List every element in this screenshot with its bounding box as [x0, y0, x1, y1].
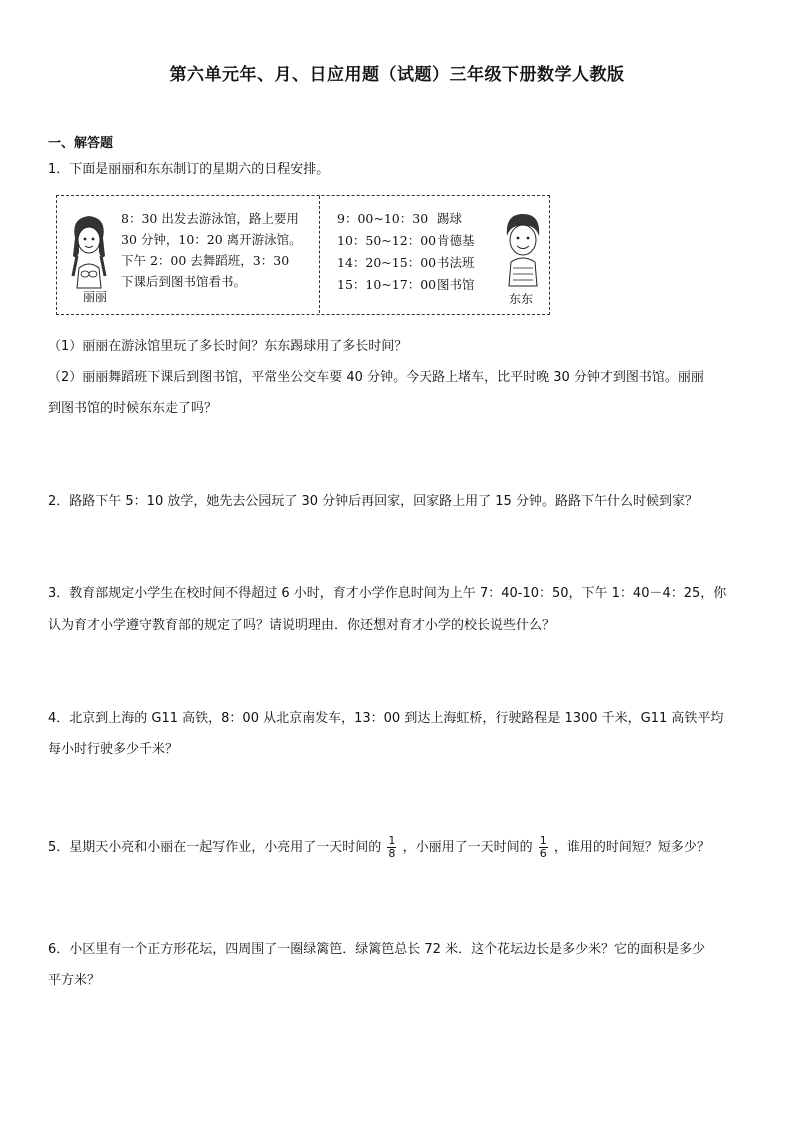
dong-activity: 图书馆 — [437, 277, 475, 292]
fraction — [539, 835, 548, 860]
dong-schedule-row — [337, 208, 497, 230]
fraction — [387, 835, 396, 860]
fraction-denominator: 6 — [539, 847, 547, 860]
question-6-line-1: 6．小区里有一个正方形花坛，四周围了一圈绿篱笆．绿篱笆总长 72 米．这个花坛边长是多少米？它的面积是多少 — [48, 942, 706, 957]
question-3-line-1: 3．教育部规定小学生在校时间不得超过 6 小时，育才小学作息时间为上午 7：40-10：50，下午 1：40－4：25，你 — [48, 586, 727, 601]
schedule-box — [56, 195, 550, 315]
dong-time: 10：50~12：00 — [337, 233, 437, 248]
question-1-part-2-line-2: 到图书馆的时候东东走了吗？ — [48, 401, 218, 416]
question-4-line-2: 每小时行驶多少千米？ — [48, 742, 179, 757]
dong-schedule-row — [337, 274, 497, 296]
boy-illustration-icon — [497, 208, 547, 288]
dong-activity: 书法班 — [437, 255, 475, 270]
question-1-part-1: （1）丽丽在游泳馆里玩了多长时间？东东踢球用了多长时间？ — [48, 339, 408, 354]
fraction-denominator: 8 — [388, 847, 396, 860]
schedule-divider — [319, 196, 320, 313]
question-5 — [48, 832, 748, 863]
section-heading: 一、解答题 — [48, 136, 114, 151]
dong-schedule — [337, 208, 497, 296]
question-5-text: 5．星期天小亮和小丽在一起写作业，小亮用了一天时间的 — [48, 840, 382, 855]
lili-schedule — [121, 208, 317, 292]
question-5-text: ，谁用的时间短？短多少？ — [553, 840, 710, 855]
question-5-text: ，小丽用了一天时间的 — [402, 840, 533, 855]
dong-time: 9：00~10：30 — [337, 211, 429, 226]
dong-schedule-row — [337, 230, 497, 252]
dong-name-label: 东东 — [509, 292, 534, 306]
girl-illustration-icon — [63, 208, 115, 290]
fraction-numerator: 1 — [388, 834, 396, 847]
lili-schedule-line: 下课后到图书馆看书。 — [121, 274, 247, 289]
lili-schedule-line: 8：30 出发去游泳馆，路上要用 — [121, 211, 299, 226]
question-1: 1．下面是丽丽和东东制订的星期六的日程安排。 — [48, 162, 330, 177]
lili-name-label: 丽丽 — [83, 290, 108, 304]
question-1-part-2-line-1: （2）丽丽舞蹈班下课后到图书馆，平常坐公交车要 40 分钟。今天路上堵车，比平时晚 30 分钟才到图书馆。丽丽 — [48, 370, 704, 385]
question-6-line-2: 平方米？ — [48, 973, 101, 988]
dong-activity: 踢球 — [437, 211, 463, 226]
question-3-line-2: 认为育才小学遵守教育部的规定了吗？请说明理由．你还想对育才小学的校长说些什么？ — [48, 618, 556, 633]
dong-time: 14：20~15：00 — [337, 255, 437, 270]
page-title: 第六单元年、月、日应用题（试题）三年级下册数学人教版 — [169, 65, 625, 85]
question-2: 2．路路下午 5：10 放学，她先去公园玩了 30 分钟后再回家，回家路上用了 15 分钟。路路下午什么时候到家？ — [48, 494, 698, 509]
dong-time: 15：10~17：00 — [337, 277, 437, 292]
dong-schedule-row — [337, 252, 497, 274]
lili-schedule-line: 30 分钟，10：20 离开游泳馆。 — [121, 232, 302, 247]
fraction-numerator: 1 — [539, 834, 547, 847]
lili-schedule-line: 下午 2：00 去舞蹈班，3：30 — [121, 253, 290, 268]
dong-activity: 肯德基 — [437, 233, 475, 248]
question-4-line-1: 4．北京到上海的 G11 高铁，8：00 从北京南发车，13：00 到达上海虹桥，行驶路程是 1300 千米，G11 高铁平均 — [48, 711, 724, 726]
